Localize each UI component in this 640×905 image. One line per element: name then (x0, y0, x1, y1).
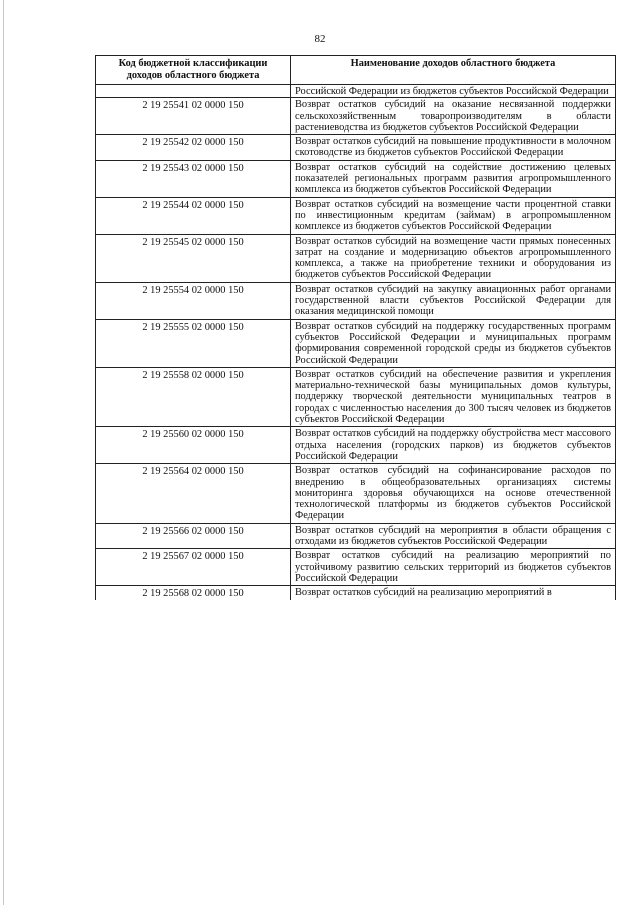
row-name: Возврат остатков субсидий на поддержку обустройства мест массового отдыха населения (городских парков) из бюджетов субъектов Российской Федерации (291, 427, 616, 464)
row-name: Возврат остатков субсидий на реализацию мероприятий в (291, 586, 616, 601)
row-name: Возврат остатков субсидий на оказание несвязанной поддержки сельскохозяйственным товаропроизводителям в области растениеводства из бюджетов субъектов Российской Федерации (291, 98, 616, 135)
table-row (96, 464, 616, 523)
budget-classification-table (95, 55, 616, 600)
table-row (96, 319, 616, 367)
table-row (96, 282, 616, 319)
header-name: Наименование доходов областного бюджета (291, 56, 616, 85)
row-name: Возврат остатков субсидий на поддержку государственных программ субъектов Российской Федерации и муниципальных программ формирования современной городской среды из бюджетов субъектов Российской Федерации (291, 319, 616, 367)
row-code: 2 19 25566 02 0000 150 (96, 523, 291, 549)
table-row (96, 135, 616, 161)
continuation-code-cell (96, 85, 291, 98)
table-row (96, 427, 616, 464)
row-name: Возврат остатков субсидий на повышение продуктивности в молочном скотоводстве из бюджетов субъектов Российской Федерации (291, 135, 616, 161)
row-name: Возврат остатков субсидий на содействие достижению целевых показателей региональных программ развития агропромышленного комплекса из бюджетов субъектов Российской Федерации (291, 160, 616, 197)
row-code: 2 19 25560 02 0000 150 (96, 427, 291, 464)
row-code: 2 19 25545 02 0000 150 (96, 234, 291, 282)
row-name: Возврат остатков субсидий на возмещение части прямых понесенных затрат на создание и модернизацию объектов агропромышленного комплекса, а также на приобретение техники и оборудования из бюджетов субъектов Российской Федерации (291, 234, 616, 282)
header-code: Код бюджетной классификации доходов областного бюджета (96, 56, 291, 85)
row-code: 2 19 25567 02 0000 150 (96, 549, 291, 586)
row-name: Возврат остатков субсидий на закупку авиационных работ органами государственной власти субъектов Российской Федерации для оказания медицинской помощи (291, 282, 616, 319)
row-name: Возврат остатков субсидий на возмещение части процентной ставки по инвестиционным кредитам (займам) в агропромышленном комплексе из бюджетов субъектов Российской Федерации (291, 197, 616, 234)
row-name: Возврат остатков субсидий на мероприятия в области обращения с отходами из бюджетов субъектов Российской Федерации (291, 523, 616, 549)
row-code: 2 19 25564 02 0000 150 (96, 464, 291, 523)
table-row (96, 234, 616, 282)
row-code: 2 19 25554 02 0000 150 (96, 282, 291, 319)
table-row (96, 523, 616, 549)
table-row (96, 197, 616, 234)
row-name: Возврат остатков субсидий на обеспечение развития и укрепления материально-технической базы муниципальных домов культуры, поддержку творческой деятельности муниципальных театров в городах с численностью населения до 300 тысяч человек из бюджетов субъектов Российской Федерации (291, 367, 616, 426)
table-row (96, 549, 616, 586)
table-row (96, 367, 616, 426)
table-header-row (96, 56, 616, 85)
table-row (96, 160, 616, 197)
table-row (96, 98, 616, 135)
row-code: 2 19 25541 02 0000 150 (96, 98, 291, 135)
continuation-row (96, 85, 616, 98)
row-code: 2 19 25542 02 0000 150 (96, 135, 291, 161)
row-code: 2 19 25555 02 0000 150 (96, 319, 291, 367)
scan-edge-line (3, 0, 4, 905)
row-code: 2 19 25543 02 0000 150 (96, 160, 291, 197)
continuation-name-cell: Российской Федерации из бюджетов субъектов Российской Федерации (291, 85, 616, 98)
page-number: 82 (314, 33, 326, 45)
row-code: 2 19 25544 02 0000 150 (96, 197, 291, 234)
row-code: 2 19 25568 02 0000 150 (96, 586, 291, 601)
row-code: 2 19 25558 02 0000 150 (96, 367, 291, 426)
row-name: Возврат остатков субсидий на софинансирование расходов по внедрению в общеобразовательных организациях системы мониторинга здоровья обучающихся на основе отечественной технологической платформы из бюджетов субъектов Российской Федерации (291, 464, 616, 523)
table-row (96, 586, 616, 601)
row-name: Возврат остатков субсидий на реализацию мероприятий по устойчивому развитию сельских территорий из бюджетов субъектов Российской Федерации (291, 549, 616, 586)
